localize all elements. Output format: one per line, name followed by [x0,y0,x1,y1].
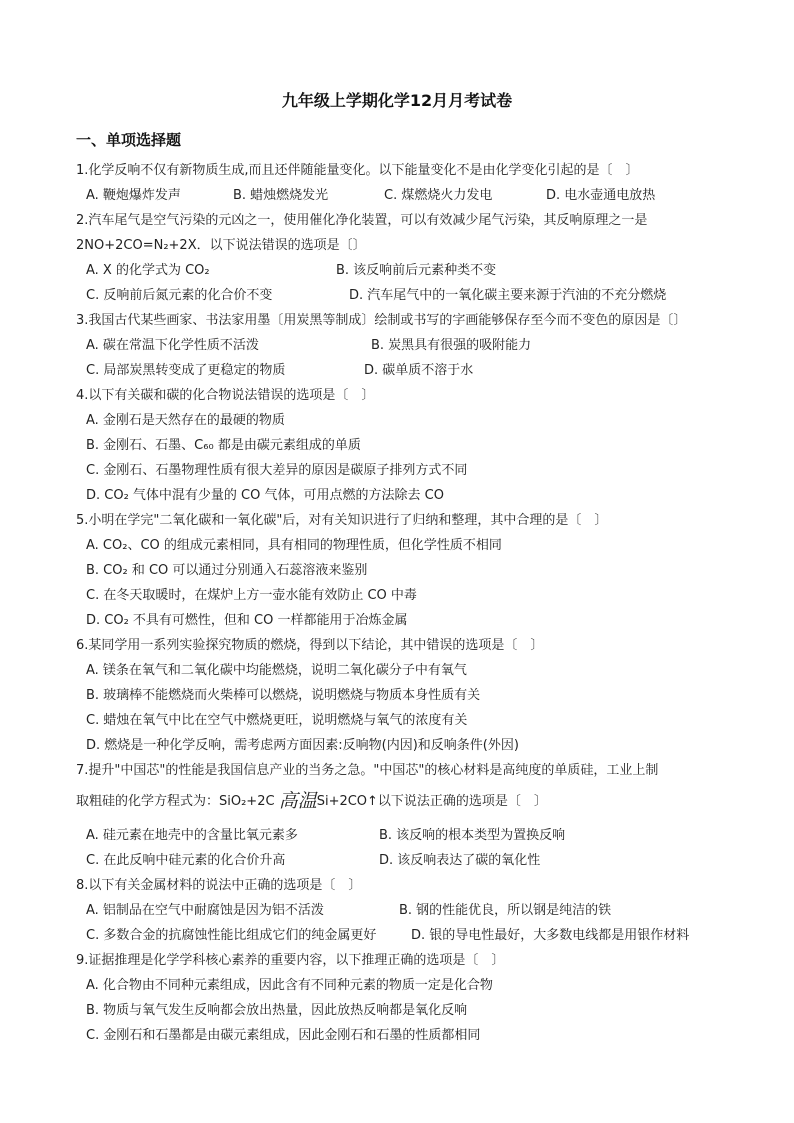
question-9-option-c: C. 金刚石和石墨都是由碳元素组成，因此金刚石和石墨的性质都相同 [86,1028,481,1043]
question-6-option-a: A. 镁条在氧气和二氧化碳中均能燃烧，说明二氧化碳分子中有氧气 [86,663,467,678]
question-2-stem-line2: 2NO+2CO=N₂+2X．以下说法错误的选项是〔〕 [76,238,366,253]
question-3-stem: 3.我国古代某些画家、书法家用墨〔用炭黑等制成〕绘制或书写的字画能够保存至今而不变色的原因是〔〕 [76,313,687,328]
question-3-option-a: A. 碳在常温下化学性质不活泼 [86,338,259,353]
question-9-option-b: B. 物质与氧气发生反响都会放出热量，因此放热反响都是氧化反响 [86,1003,468,1018]
question-8-option-a: A. 铝制品在空气中耐腐蚀是因为铝不活泼 [86,903,324,918]
question-2-option-a: A. X 的化学式为 CO₂ [86,263,210,278]
question-2-option-b: B. 该反响前后元素种类不变 [336,263,497,278]
question-7-option-a: A. 硅元素在地壳中的含量比氧元素多 [86,828,298,843]
question-1-option-d: D. 电水壶通电放热 [546,188,656,203]
question-4-option-d: D. CO₂ 气体中混有少量的 CO 气体，可用点燃的方法除去 CO [86,488,444,503]
question-8-option-b: B. 钢的性能优良，所以钢是纯洁的铁 [399,903,612,918]
question-4-stem: 4.以下有关碳和碳的化合物说法错误的选项是〔 〕 [76,388,375,403]
question-7-stem-line2 [76,790,547,812]
question-6-option-c: C. 蜡烛在氧气中比在空气中燃烧更旺，说明燃烧与氧气的浓度有关 [86,713,468,728]
question-8-option-c: C. 多数合金的抗腐蚀性能比组成它们的纯金属更好 [86,928,377,943]
question-7-equation-left: 取粗硅的化学方程式为：SiO₂+2C [76,794,279,809]
section-heading: 一、单项选择题 [76,131,182,149]
reaction-condition-label: 高温 [278,790,317,812]
question-4-option-a: A. 金刚石是天然存在的最硬的物质 [86,413,285,428]
question-2-option-d: D. 汽车尾气中的一氧化碳主要来源于汽油的不充分燃烧 [349,288,667,303]
question-9-option-a: A. 化合物由不同种元素组成，因此含有不同种元素的物质一定是化合物 [86,978,493,993]
question-4-option-b: B. 金刚石、石墨、C₆₀ 都是由碳元素组成的单质 [86,438,361,453]
question-6-option-d: D. 燃烧是一种化学反响，需考虑两方面因素:反响物(内因)和反响条件(外因) [86,738,519,753]
question-1-stem: 1.化学反响不仅有新物质生成,而且还伴随能量变化。以下能量变化不是由化学变化引起的是〔 〕 [76,163,639,178]
question-6-option-b: B. 玻璃棒不能燃烧而火柴棒可以燃烧，说明燃烧与物质本身性质有关 [86,688,481,703]
question-3-option-c: C. 局部炭黑转变成了更稳定的物质 [86,363,286,378]
question-6-stem: 6.某同学用一系列实验探究物质的燃烧，得到以下结论，其中错误的选项是〔 〕 [76,638,544,653]
question-3-option-b: B. 炭黑具有很强的吸附能力 [371,338,532,353]
question-9-stem: 9.证据推理是化学学科核心素养的重要内容，以下推理正确的选项是〔 〕 [76,953,505,968]
question-2-option-c: C. 反响前后氮元素的化合价不变 [86,288,273,303]
question-1-option-c: C. 煤燃烧火力发电 [384,188,493,203]
question-7-equation-right: Si+2CO↑以下说法正确的选项是〔 〕 [316,794,547,809]
question-4-option-c: C. 金刚石、石墨物理性质有很大差异的原因是碳原子排列方式不同 [86,463,468,478]
question-7-stem-line1: 7.提升"中国芯"的性能是我国信息产业的当务之急。"中国芯"的核心材料是高纯度的单质硅，工业上制 [76,763,659,778]
page-title: 九年级上学期化学12月月考试卷 [281,91,513,110]
question-7-option-d: D. 该反响表达了碳的氧化性 [379,853,541,868]
question-5-option-d: D. CO₂ 不具有可燃性，但和 CO 一样都能用于冶炼金属 [86,613,408,628]
question-7-option-b: B. 该反响的根本类型为置换反响 [379,828,566,843]
question-2-stem-line1: 2.汽车尾气是空气污染的元凶之一，使用催化净化装置，可以有效减少尾气污染，其反响原理之一是 [76,213,648,228]
question-5-option-a: A. CO₂、CO 的组成元素相同，具有相同的物理性质，但化学性质不相同 [86,538,502,553]
question-7-option-c: C. 在此反响中硅元素的化合价升高 [86,853,286,868]
question-1-option-a: A. 鞭炮爆炸发声 [86,188,181,203]
question-1-option-b: B. 蜡烛燃烧发光 [233,188,329,203]
question-5-stem: 5.小明在学完"二氧化碳和一氧化碳"后，对有关知识进行了归纳和整理，其中合理的是〔 〕 [76,513,608,528]
question-8-stem: 8.以下有关金属材料的说法中正确的选项是〔 〕 [76,878,362,893]
question-5-option-b: B. CO₂ 和 CO 可以通过分别通入石蕊溶液来鉴别 [86,563,368,578]
question-3-option-d: D. 碳单质不溶于水 [364,363,474,378]
question-5-option-c: C. 在冬天取暖时，在煤炉上方一壶水能有效防止 CO 中毒 [86,588,417,603]
question-8-option-d: D. 银的导电性最好，大多数电线都是用银作材料 [411,928,690,943]
